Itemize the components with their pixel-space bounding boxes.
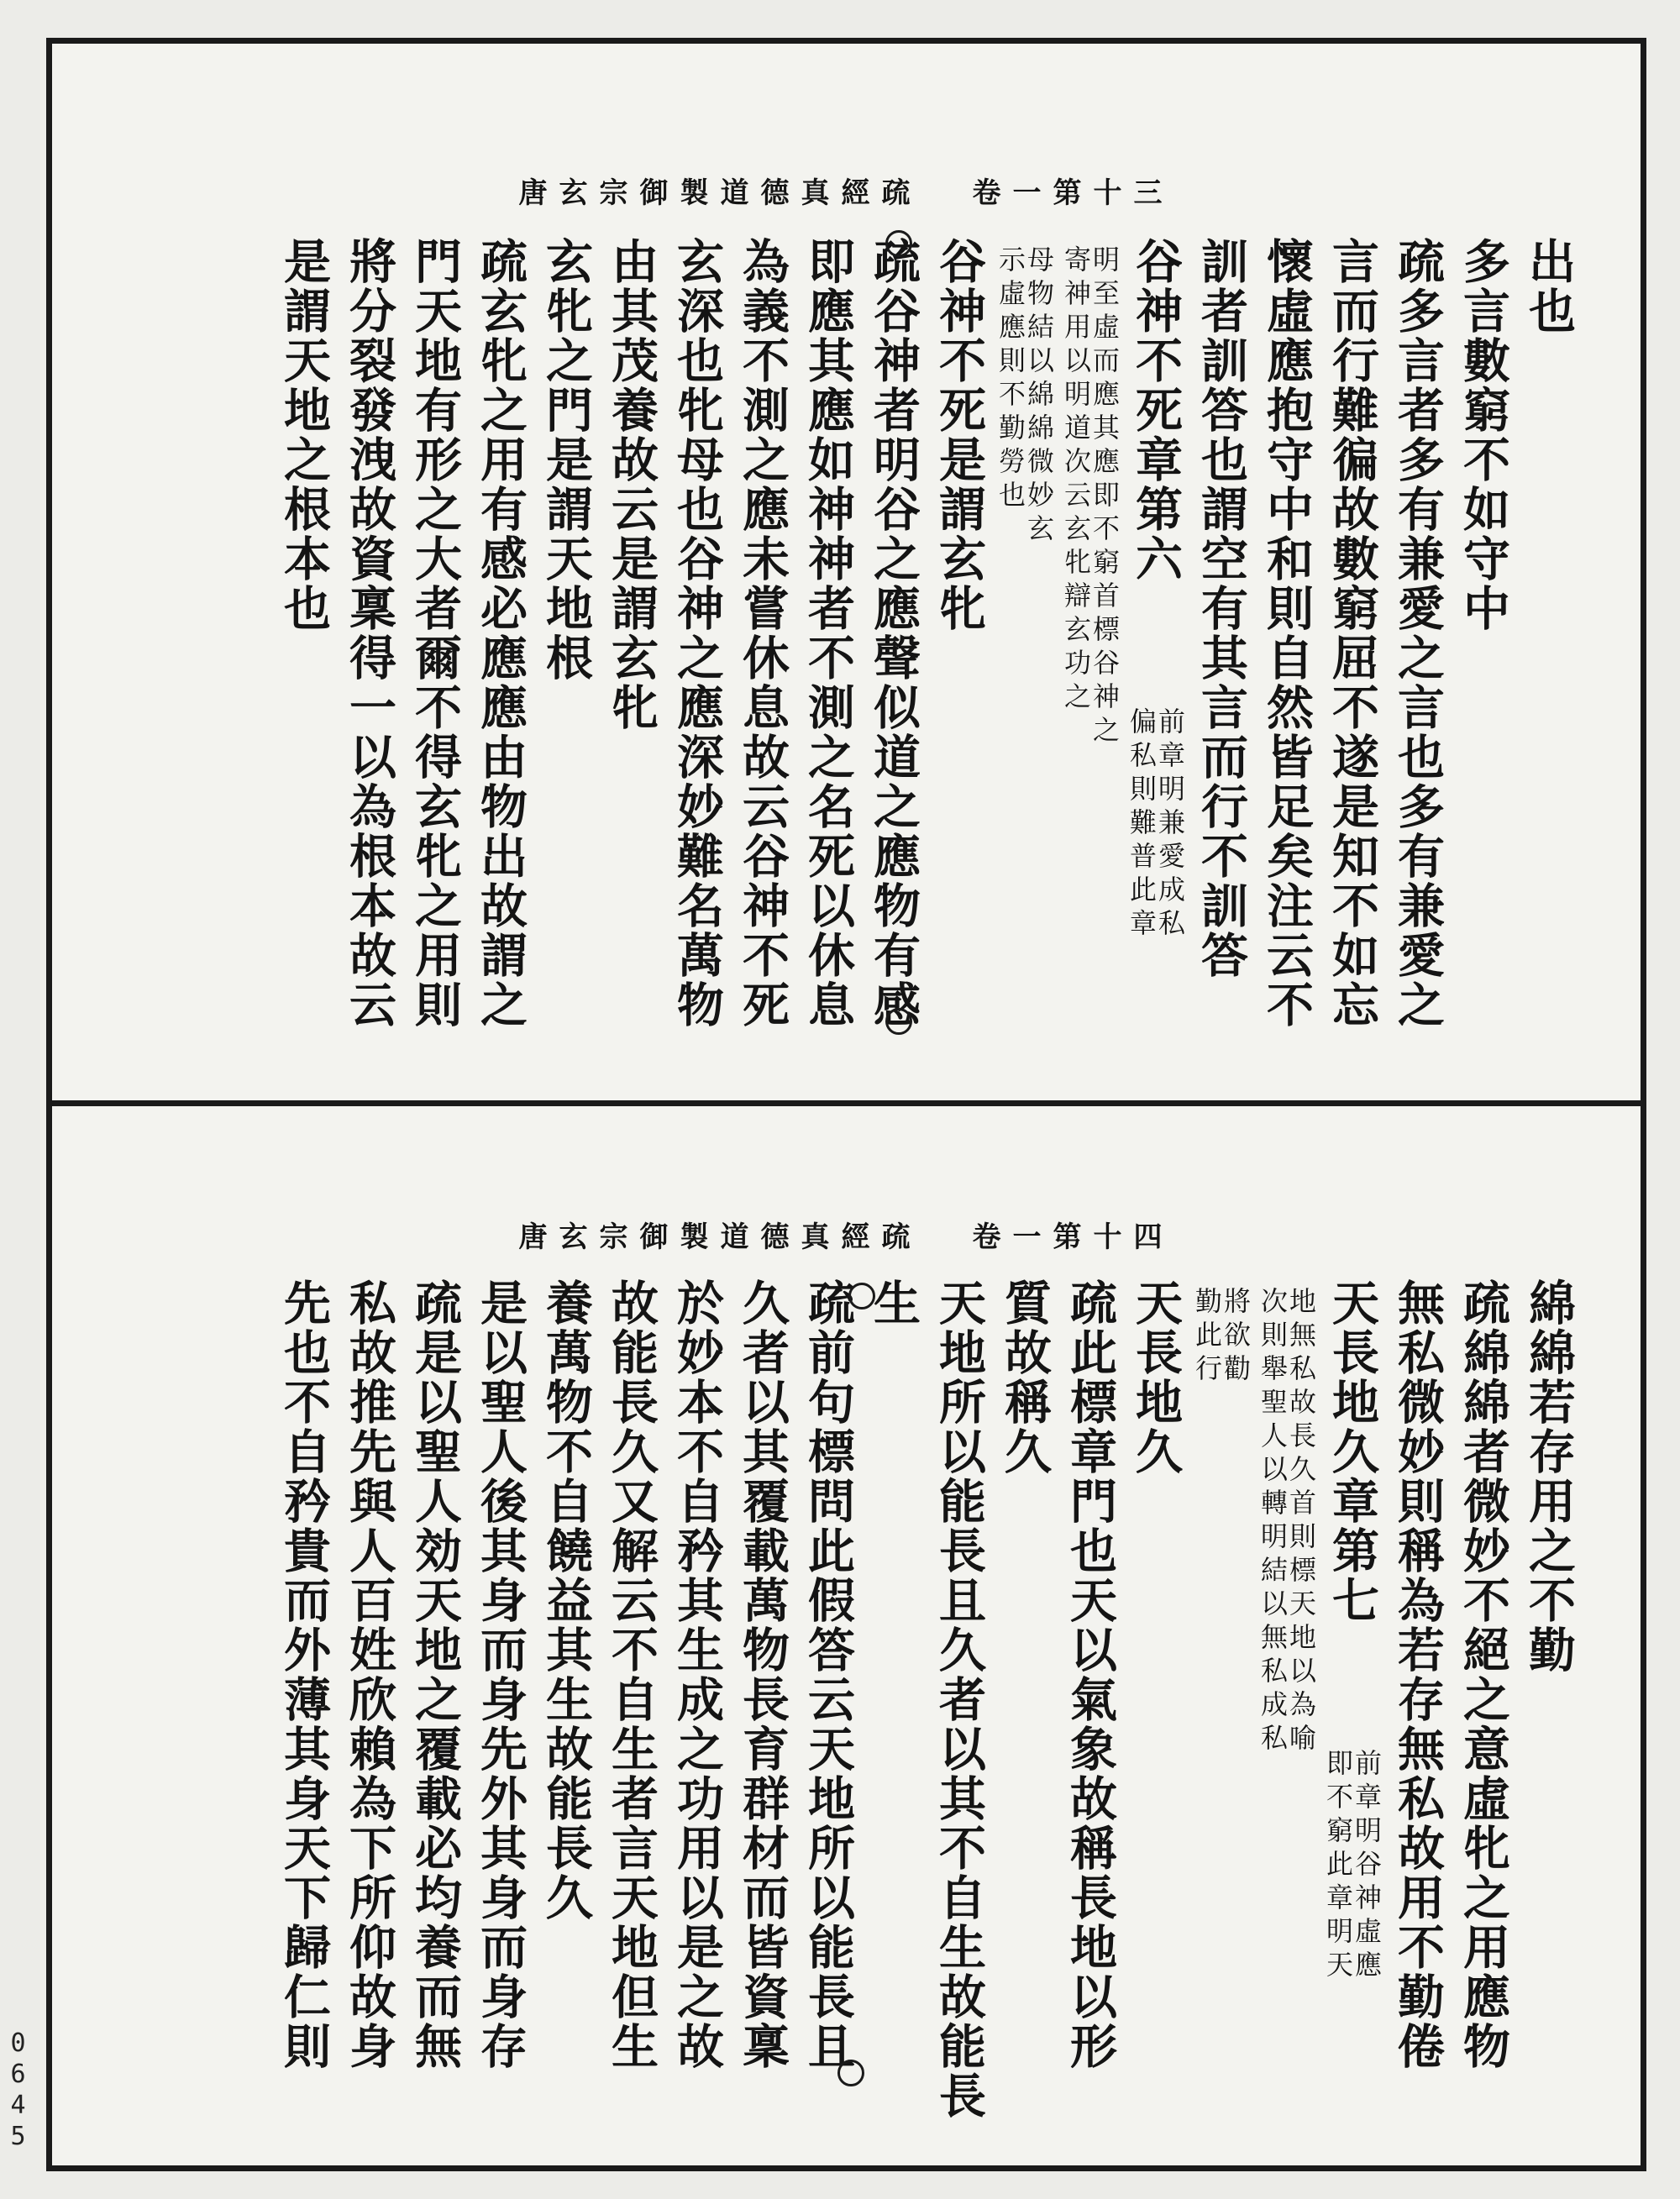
column-text: 無私微妙則稱為若存無私故用不勤倦 — [1390, 1278, 1446, 2071]
text-column — [1189, 1278, 1254, 2102]
text-column — [1320, 237, 1385, 1060]
column-text: 天長地久章第七 — [1325, 1278, 1380, 1625]
text-column — [1123, 237, 1189, 1060]
column-text: 久者以其覆載萬物長育群材而皆資稟 — [735, 1278, 790, 2071]
text-column — [861, 1278, 927, 2102]
text-column — [992, 237, 1058, 1060]
column-text: 疏此標章門也天以氣象故稱長地以形 — [1063, 1278, 1118, 2071]
circle-mark — [837, 2060, 864, 2086]
text-column — [271, 237, 337, 1060]
panel-divider — [46, 1100, 1646, 1106]
column-text: 是謂天地之根本也 — [276, 237, 332, 633]
text-column — [1451, 1278, 1516, 2102]
text-column — [468, 237, 533, 1060]
text-column — [1516, 237, 1582, 1060]
text-column — [861, 237, 927, 1060]
column-text: 疏綿綿者微妙不絕之意虛牝之用應物 — [1456, 1278, 1511, 2071]
column-text: 由其茂養故云是謂玄牝 — [604, 237, 659, 732]
text-column — [795, 1278, 861, 2102]
column-text: 天長地久 — [1128, 1278, 1184, 1477]
column-text: 天地所以能長且久者以其不自生故能長 — [932, 1278, 987, 2121]
column-text: 即應其應如神神者不測之名死以休息 — [801, 237, 856, 1030]
bottom-panel — [52, 1106, 1641, 2165]
text-column — [337, 237, 402, 1060]
text-column — [1254, 1278, 1320, 2102]
annotation-note: 示虛應則不勤勞也 — [995, 245, 1026, 514]
text-column — [1123, 1278, 1189, 2102]
text-column — [730, 1278, 795, 2102]
text-column — [927, 1278, 992, 2121]
top-header-title: 唐玄宗御製道德真經疏 — [518, 176, 922, 210]
text-column — [402, 237, 468, 1060]
column-text: 疏是以聖人効天地之覆載必均養而無 — [407, 1278, 463, 2071]
column-text: 出也 — [1521, 237, 1577, 336]
circle-mark — [885, 230, 912, 257]
bottom-header-title: 唐玄宗御製道德真經疏 — [518, 1220, 922, 1254]
text-column — [599, 237, 664, 1060]
annotation-note: 次則舉聖人以轉明結以無私成私 — [1257, 1287, 1289, 1757]
column-text: 谷神不死章第六 — [1128, 237, 1184, 584]
column-text: 先也不自矜貴而外薄其身天下歸仁則 — [276, 1278, 332, 2071]
circle-mark — [885, 1008, 912, 1035]
text-column — [1058, 237, 1123, 1060]
bottom-header — [52, 1214, 1641, 1255]
page-number: 0645 — [3, 2028, 33, 2153]
column-text: 懷虛應抱守中和則自然皆足矣注云不 — [1259, 237, 1315, 1030]
text-column — [992, 1278, 1058, 2102]
text-column — [664, 1278, 730, 2102]
text-column — [730, 237, 795, 1060]
text-column — [1320, 1278, 1385, 2102]
annotation-note: 前章明谷神虛應 — [1351, 1749, 1383, 1984]
text-column — [533, 1278, 599, 2102]
top-header — [52, 170, 1641, 211]
column-text: 是以聖人後其身而身先外其身而身存 — [473, 1278, 528, 2071]
text-column — [599, 1278, 664, 2102]
column-text: 疏多言者多有兼愛之言也多有兼愛之 — [1390, 237, 1446, 1030]
column-text: 門天地有形之大者爾不得玄牝之用則 — [407, 237, 463, 1030]
annotation-note: 明至虛而應其應即不窮首標谷神之 — [1089, 245, 1121, 749]
column-text: 故能長久又解云不自生者言天地但生 — [604, 1278, 659, 2071]
text-column — [337, 1278, 402, 2102]
column-text: 於妙本不自矜其生成之功用以是之故 — [669, 1278, 725, 2071]
bottom-text-columns — [271, 1278, 1582, 2121]
column-text: 將分裂發洩故資稟得一以為根本故云 — [342, 237, 397, 1030]
annotation-note: 前章明兼愛成私 — [1154, 707, 1186, 942]
column-text: 養萬物不自饒益其生故能長久 — [538, 1278, 594, 1923]
text-column — [1254, 237, 1320, 1060]
column-text: 言而行難徧故數窮屈不遂是知不如忘 — [1325, 237, 1380, 1030]
annotation-note: 寄神用以明道次云玄牝辯玄功之 — [1060, 245, 1092, 716]
text-column — [664, 237, 730, 1060]
text-column — [1516, 1278, 1582, 2102]
top-header-volume: 卷一第十三 — [972, 176, 1174, 210]
column-text: 疏前句標問此假答云天地所以能長且 — [801, 1278, 856, 2071]
column-text: 為義不測之應未嘗休息故云谷神不死 — [735, 237, 790, 1030]
column-text: 疏谷神者明谷之應聲似道之應物有感 — [866, 237, 921, 1030]
text-column — [1385, 237, 1451, 1060]
circle-mark — [848, 1283, 875, 1309]
column-text: 綿綿若存用之不勤 — [1521, 1278, 1577, 1675]
column-text: 多言數窮不如守中 — [1456, 237, 1511, 633]
top-panel — [52, 44, 1641, 1100]
text-column — [533, 237, 599, 1060]
column-text: 生 — [866, 1278, 921, 1328]
text-column — [402, 1278, 468, 2102]
text-column — [1385, 1278, 1451, 2102]
text-column — [271, 1278, 337, 2102]
column-text: 玄深也牝母也谷神之應深妙難名萬物 — [669, 237, 725, 1030]
text-column — [1451, 237, 1516, 1060]
annotation-note: 將欲勸 — [1220, 1287, 1252, 1388]
column-text: 玄牝之門是謂天地根 — [538, 237, 594, 683]
column-text: 質故稱久 — [997, 1278, 1053, 1477]
column-text: 疏玄牝之用有感必應應由物出故謂之 — [473, 237, 528, 1030]
annotation-note: 即不窮此章明天 — [1322, 1749, 1354, 1984]
annotation-note: 地無私故長久首則標天地以為喻 — [1285, 1287, 1317, 1757]
annotation-note: 偏私則難普此章 — [1126, 707, 1158, 942]
column-text: 谷神不死是謂玄牝 — [932, 237, 987, 633]
top-text-columns — [271, 237, 1582, 1060]
text-column — [795, 237, 861, 1060]
column-text: 私故推先與人百姓欣賴為下所仰故身 — [342, 1278, 397, 2071]
bottom-header-volume: 卷一第十四 — [972, 1220, 1174, 1254]
text-column — [1189, 237, 1254, 1060]
text-column — [1058, 1278, 1123, 2102]
text-column — [927, 237, 992, 1060]
column-text: 訓者訓答也謂空有其言而行不訓答 — [1194, 237, 1249, 980]
text-column — [468, 1278, 533, 2102]
annotation-note: 母物結以綿綿微妙玄 — [1023, 245, 1055, 548]
annotation-note: 勤此行 — [1191, 1287, 1223, 1388]
